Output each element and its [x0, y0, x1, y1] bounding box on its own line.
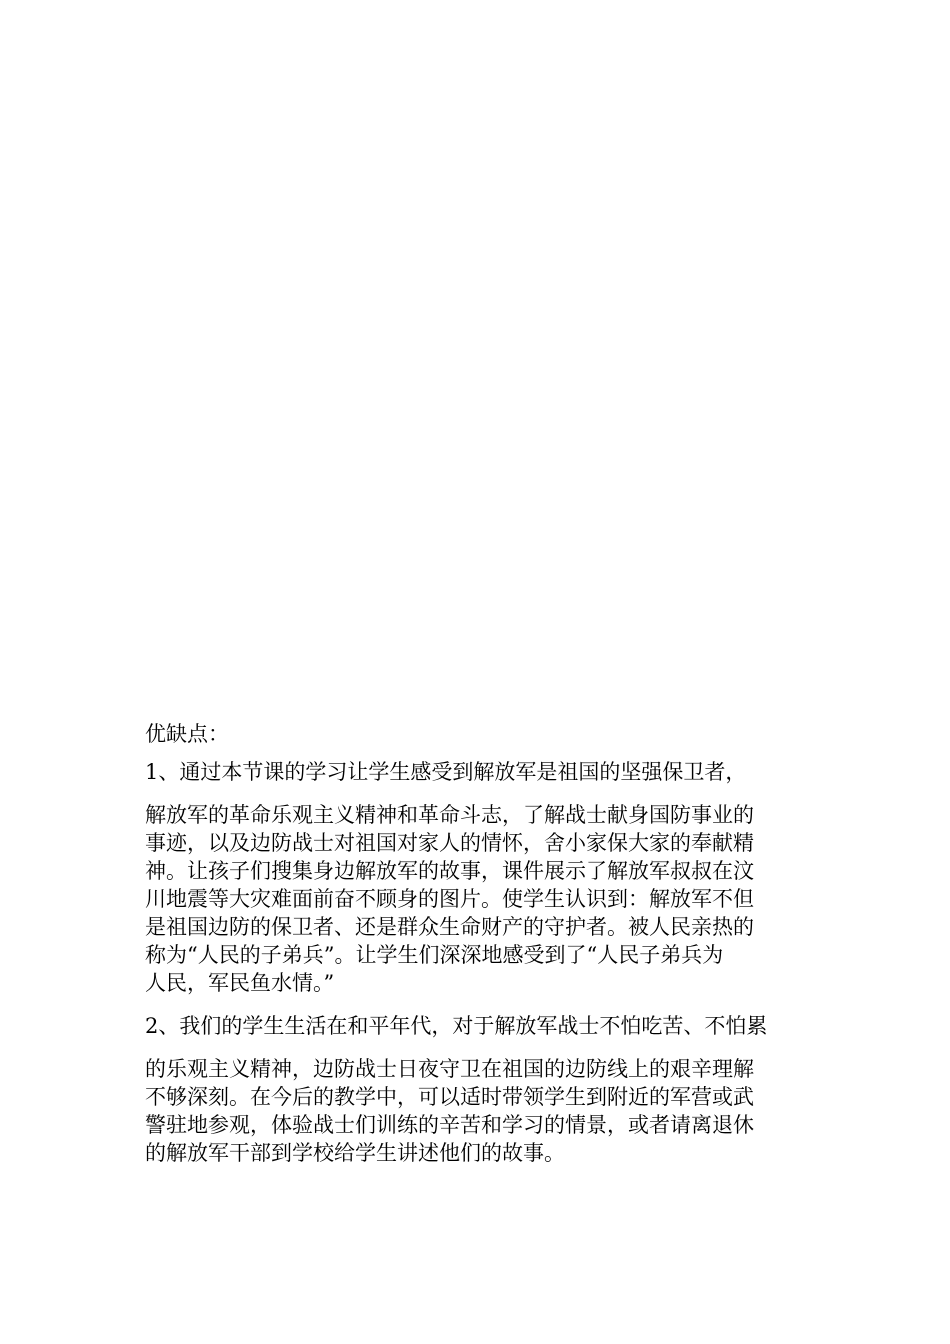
document-body [145, 719, 807, 1181]
item-1-line: 解放军的革命乐观主义精神和革命斗志，了解战士献身国防事业的 [145, 803, 754, 827]
item-2-paragraph [145, 1055, 807, 1167]
item-2-line: 不够深刻。在今后的教学中，可以适时带领学生到附近的军营或武 [145, 1085, 754, 1109]
item-2-first-line: 2、我们的学生生活在和平年代，对于解放军战士不怕吃苦、不怕累 [145, 1014, 768, 1038]
item-2-line: 的解放军干部到学校给学生讲述他们的故事。 [145, 1141, 565, 1165]
section-heading: 优缺点： [145, 722, 229, 746]
item-1-line: 称为“人民的子弟兵”。让学生们深深地感受到了“人民子弟兵为 [145, 943, 724, 967]
item-2-line: 的乐观主义精神，边防战士日夜守卫在祖国的边防线上的艰辛理解 [145, 1057, 754, 1081]
item-1-line: 神。让孩子们搜集身边解放军的故事，课件展示了解放军叔叔在汶 [145, 859, 754, 883]
item-1-first-line: 1、通过本节课的学习让学生感受到解放军是祖国的坚强保卫者， [145, 760, 747, 784]
item-2-line: 警驻地参观，体验战士们训练的辛苦和学习的情景，或者请离退休 [145, 1113, 754, 1137]
item-1-line: 人民，军民鱼水情。” [145, 971, 335, 995]
item-1-paragraph [145, 801, 807, 997]
item-1-line: 是祖国边防的保卫者、还是群众生命财产的守护者。被人民亲热的 [145, 915, 754, 939]
item-1-line: 川地震等大灾难面前奋不顾身的图片。使学生认识到：解放军不但 [145, 887, 754, 911]
item-1-line: 事迹，以及边防战士对祖国对家人的情怀，舍小家保大家的奉献精 [145, 831, 754, 855]
